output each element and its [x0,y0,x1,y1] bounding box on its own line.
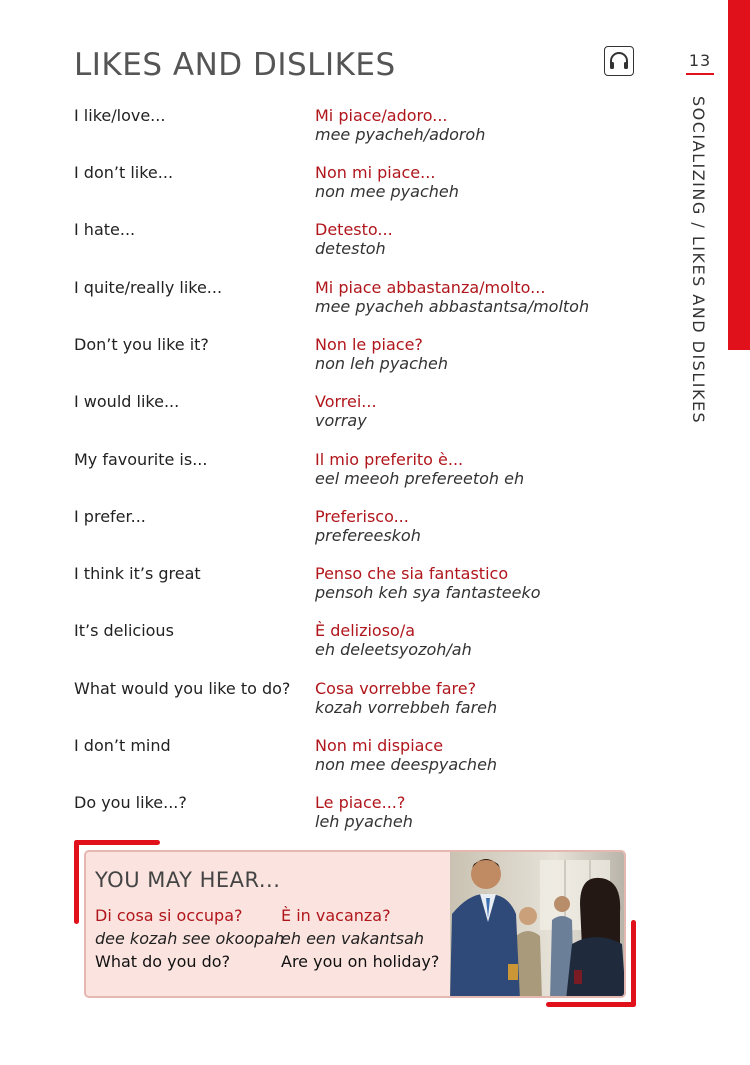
phrase-row [0,106,700,156]
pronunciation: mee pyacheh/adoroh [315,125,486,144]
italian-phrase: Mi piace abbastanza/molto... [315,278,546,297]
phrase-row [0,679,700,729]
phrase-row [0,507,700,557]
you-may-hear-title: YOU MAY HEAR... [95,868,281,892]
english-phrase: Do you like...? [74,793,187,812]
party-photo [450,852,626,998]
headphones-icon[interactable] [604,46,634,76]
italian-phrase: Cosa vorrebbe fare? [315,679,477,698]
page-number: 13 [688,51,712,70]
italian-phrase: Non mi piace... [315,163,436,182]
english-phrase: My favourite is... [74,450,208,469]
box-corner-accent [74,840,79,924]
box-corner-accent [546,1002,636,1007]
pronunciation: leh pyacheh [315,812,413,831]
english-phrase: It’s delicious [74,621,174,640]
italian-phrase: Non mi dispiace [315,736,444,755]
pronunciation: eh deleetsyozoh/ah [315,640,472,659]
phrase-row [0,621,700,671]
pronunciation: mee pyacheh abbastantsa/moltoh [315,297,590,316]
italian-phrase: Il mio preferito è... [315,450,464,469]
italian-phrase: Le piace...? [315,793,406,812]
page-title: LIKES AND DISLIKES [74,47,396,83]
pronunciation: non leh pyacheh [315,354,449,373]
pronunciation: detestoh [315,239,386,258]
italian-phrase: Mi piace/adoro... [315,106,448,125]
english-phrase: I hate... [74,220,136,239]
italian-phrase: Di cosa si occupa? [95,906,243,925]
english-phrase: I don’t like... [74,163,174,182]
english-phrase: I like/love... [74,106,166,125]
pronunciation: preferеeskoh [315,526,421,545]
pronunciation: eh een vakantsah [281,929,425,948]
phrase-row [0,450,700,500]
italian-phrase: Preferisco... [315,507,409,526]
english-phrase: What would you like to do? [74,679,291,698]
english-phrase: I quite/really like... [74,278,223,297]
english-phrase: What do you do? [95,952,231,971]
english-phrase: Don’t you like it? [74,335,209,354]
pronunciation: eel meeoh prefereetoh eh [315,469,525,488]
phrase-row [0,278,700,328]
phrase-row [0,163,700,213]
pronunciation: non mee deespyacheh [315,755,498,774]
english-phrase: Are you on holiday? [281,952,440,971]
section-color-tab [728,0,750,350]
italian-phrase: Vorrei... [315,392,377,411]
phrase-row [0,335,700,385]
pronunciation: non mee pyacheh [315,182,459,201]
phrase-row [0,220,700,270]
italian-phrase: È in vacanza? [281,906,391,925]
pronunciation: dee kozah see okoopah [95,929,285,948]
phrase-row [0,736,700,786]
italian-phrase: Detesto... [315,220,393,239]
you-may-hear-box [84,850,626,998]
italian-phrase: Non le piace? [315,335,423,354]
phrase-row [0,564,700,614]
pronunciation: kozah vorrebbeh fareh [315,698,498,717]
you-may-hear-item [95,906,284,975]
pronunciation: pensoh keh sya fantasteeko [315,583,541,602]
section-running-head: SOCIALIZING / LIKES AND DISLIKES [689,96,708,425]
italian-phrase: Penso che sia fantastico [315,564,509,583]
italian-phrase: È delizioso/a [315,621,416,640]
english-phrase: I would like... [74,392,180,411]
pronunciation: vorray [315,411,367,430]
english-phrase: I don’t mind [74,736,171,755]
phrase-row [0,392,700,442]
phrase-row [0,793,700,843]
page-number-underline [686,73,714,75]
box-corner-accent [74,840,160,845]
you-may-hear-item [281,906,439,975]
english-phrase: I think it’s great [74,564,201,583]
english-phrase: I prefer... [74,507,146,526]
box-corner-accent [631,920,636,1007]
